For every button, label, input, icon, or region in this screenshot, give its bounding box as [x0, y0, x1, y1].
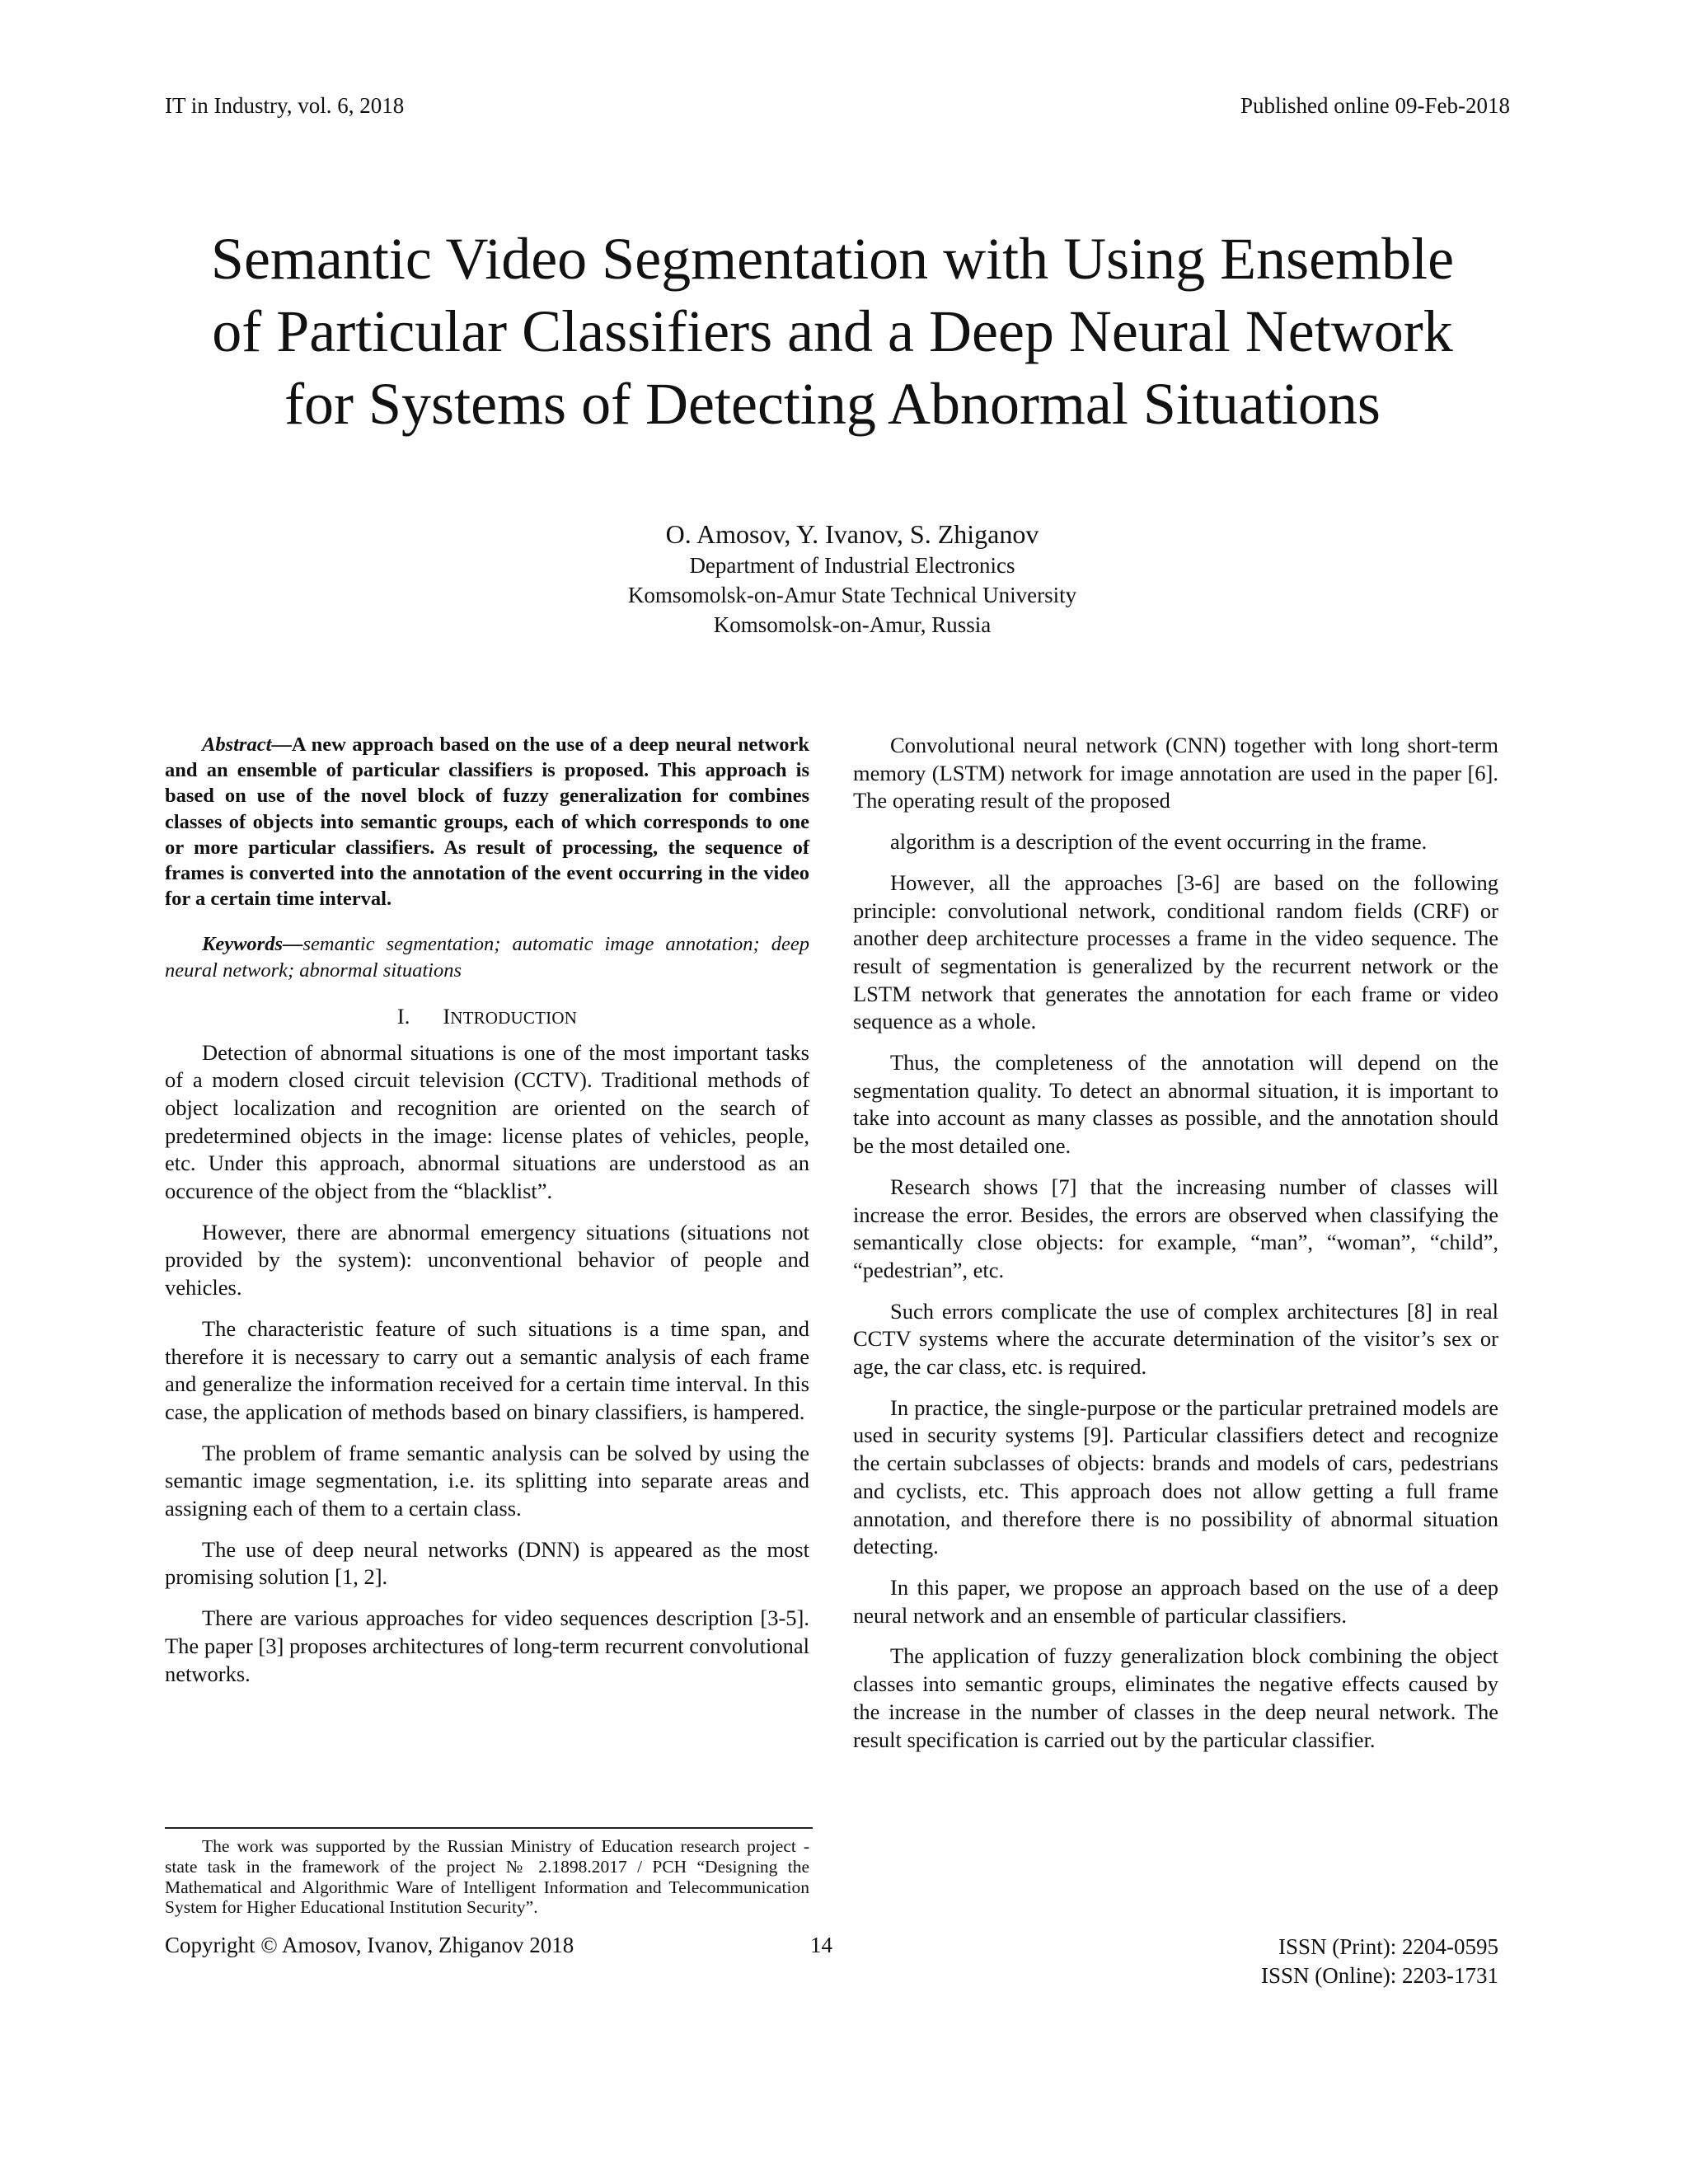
section-heading-introduction [165, 1003, 809, 1033]
footer-copyright: Copyright © Amosov, Ivanov, Zhiganov 2018 [165, 1933, 574, 1957]
abstract-text: A new approach based on the use of a deep neural network and an ensemble of particular classifiers is proposed. This approach is based on use of the novel block of fuzzy generalization for combines classes of objects into semantic groups, each of which corresponds to one or more particular classifiers. As result of processing, the sequence of frames is converted into the annotation of the event occurring in the video for a certain time interval. [165, 733, 809, 911]
issn-online: ISSN (Online): 2203-1731 [1261, 1963, 1498, 1988]
issn-print: ISSN (Print): 2204-0595 [1278, 1934, 1498, 1959]
paragraph-intro-4: The problem of frame semantic analysis can be solved by using the semantic image segmentation, i.e. its splitting into separate areas and assigning each of them to a certain class. [165, 1440, 809, 1521]
page-number: 14 [810, 1933, 832, 1957]
section-title [443, 1004, 577, 1029]
affiliation-department: Department of Industrial Electronics [689, 553, 1015, 578]
section-title-initial: I [443, 1003, 451, 1029]
abstract-lead: Abstract [202, 733, 272, 756]
paragraph-right-6: Such errors complicate the use of complex architectures [8] in real CCTV systems where the accurate determination of the visitor’s sex or age, the car class, etc. is required. [853, 1298, 1498, 1380]
title-line-2: of Particular Classifiers and a Deep Neural Network [212, 298, 1453, 364]
paragraph-intro-6: There are various approaches for video sequences description [3-5]. The paper [3] proposes architectures of long-term recurrent convolutional networks. [165, 1605, 809, 1686]
footnote [165, 1836, 809, 1918]
paper-title [124, 223, 1541, 440]
keywords-lead: Keywords [202, 933, 283, 956]
paragraph-right-8: In this paper, we propose an approach based on the use of a deep neural network and an ensemble of particular classifiers. [853, 1574, 1498, 1628]
paragraph-right-3: However, all the approaches [3-6] are based on the following principle: convolutional network, conditional random fields (CRF) or another deep architecture processes a frame in the video sequence. The result of segmentation is generalized by the recurrent network or the LSTM network that generates the annotation for each frame or video sequence as a whole. [853, 869, 1498, 1034]
title-line-3: for Systems of Detecting Abnormal Situations [284, 371, 1381, 437]
running-header-published: Published online 09-Feb-2018 [1240, 93, 1510, 118]
affiliation-university: Komsomolsk-on-Amur State Technical University [627, 583, 1077, 607]
section-title-smallcaps: NTRODUCTION [450, 1007, 578, 1028]
affiliation-location: Komsomolsk-on-Amur, Russia [713, 612, 992, 637]
paragraph-right-2: algorithm is a description of the event occurring in the frame. [890, 829, 1428, 855]
abstract-dash: — [271, 733, 292, 756]
paragraph-intro-5: The use of deep neural networks (DNN) is appeared as the most promising solution [1, 2]. [165, 1536, 809, 1590]
right-column [853, 732, 1498, 1754]
paragraph-right-9: The application of fuzzy generalization block combining the object classes into semantic groups, eliminates the negative effects caused by the increase in the number of classes in the deep neural network. The result specification is carried out by the particular classifier. [853, 1643, 1498, 1752]
paragraph-right-7: In practice, the single-purpose or the particular pretrained models are used in security systems [9]. Particular classifiers detect and recognize the certain subclasses of objects: brands and models of cars, pedestrians and cyclists, etc. This approach does not allow getting a full frame annotation, and therefore there is no possibility of abnormal situation detecting. [853, 1394, 1498, 1559]
running-header-journal: IT in Industry, vol. 6, 2018 [165, 93, 405, 118]
abstract [165, 732, 809, 912]
paragraph-intro-3: The characteristic feature of such situations is a time span, and therefore it is necessary to carry out a semantic analysis of each frame and generalize the information received for a certain time interval. In this case, the application of methods based on binary classifiers, is hampered. [165, 1315, 809, 1424]
paragraph-intro-2: However, there are abnormal emergency situations (situations not provided by the system): unconventional behavior of people and vehicles. [165, 1219, 809, 1301]
author-names: O. Amosov, Y. Ivanov, S. Zhiganov [665, 519, 1039, 549]
left-column [165, 732, 809, 1688]
footnote-divider [165, 1827, 813, 1829]
keywords-text: semantic segmentation; automatic image annotation; deep neural network; abnormal situations [165, 933, 809, 982]
paragraph-right-1: Convolutional neural network (CNN) together with long short-term memory (LSTM) network for image annotation are used in the paper [6]. The operating result of the proposed [853, 733, 1498, 813]
section-number: I. [396, 1003, 410, 1029]
keywords-dash: — [283, 933, 303, 956]
title-line-1: Semantic Video Segmentation with Using Ensemble [210, 226, 1455, 292]
author-block [0, 518, 1688, 640]
paragraph-right-5: Research shows [7] that the increasing number of classes will increase the error. Besides, the errors are observed when classifying the semantically close objects: for example, “man”, “woman”, “child”, “pedestrian”, etc. [853, 1174, 1498, 1282]
paragraph-intro-1: Detection of abnormal situations is one of the most important tasks of a modern closed circuit television (CCTV). Traditional methods of object localization and recognition are oriented on the search of predetermined objects in the image: license plates of vehicles, people, etc. Under this approach, abnormal situations are understood as an occurence of the object from the “blacklist”. [165, 1039, 809, 1204]
paragraph-right-4: Thus, the completeness of the annotation will depend on the segmentation quality. To detect an abnormal situation, it is important to take into account as many classes as possible, and the annotation should be the most detailed one. [853, 1050, 1498, 1159]
footnote-text: The work was supported by the Russian Ministry of Education research project - state task in the framework of the project № 2.1898.2017 / PCH “Designing the Mathematical and Algorithmic Ware of Intelligent Information and Telecommunication System for Higher Educational Institution Security”. [165, 1836, 809, 1918]
footer-issn [1261, 1933, 1498, 1990]
keywords [165, 931, 809, 982]
